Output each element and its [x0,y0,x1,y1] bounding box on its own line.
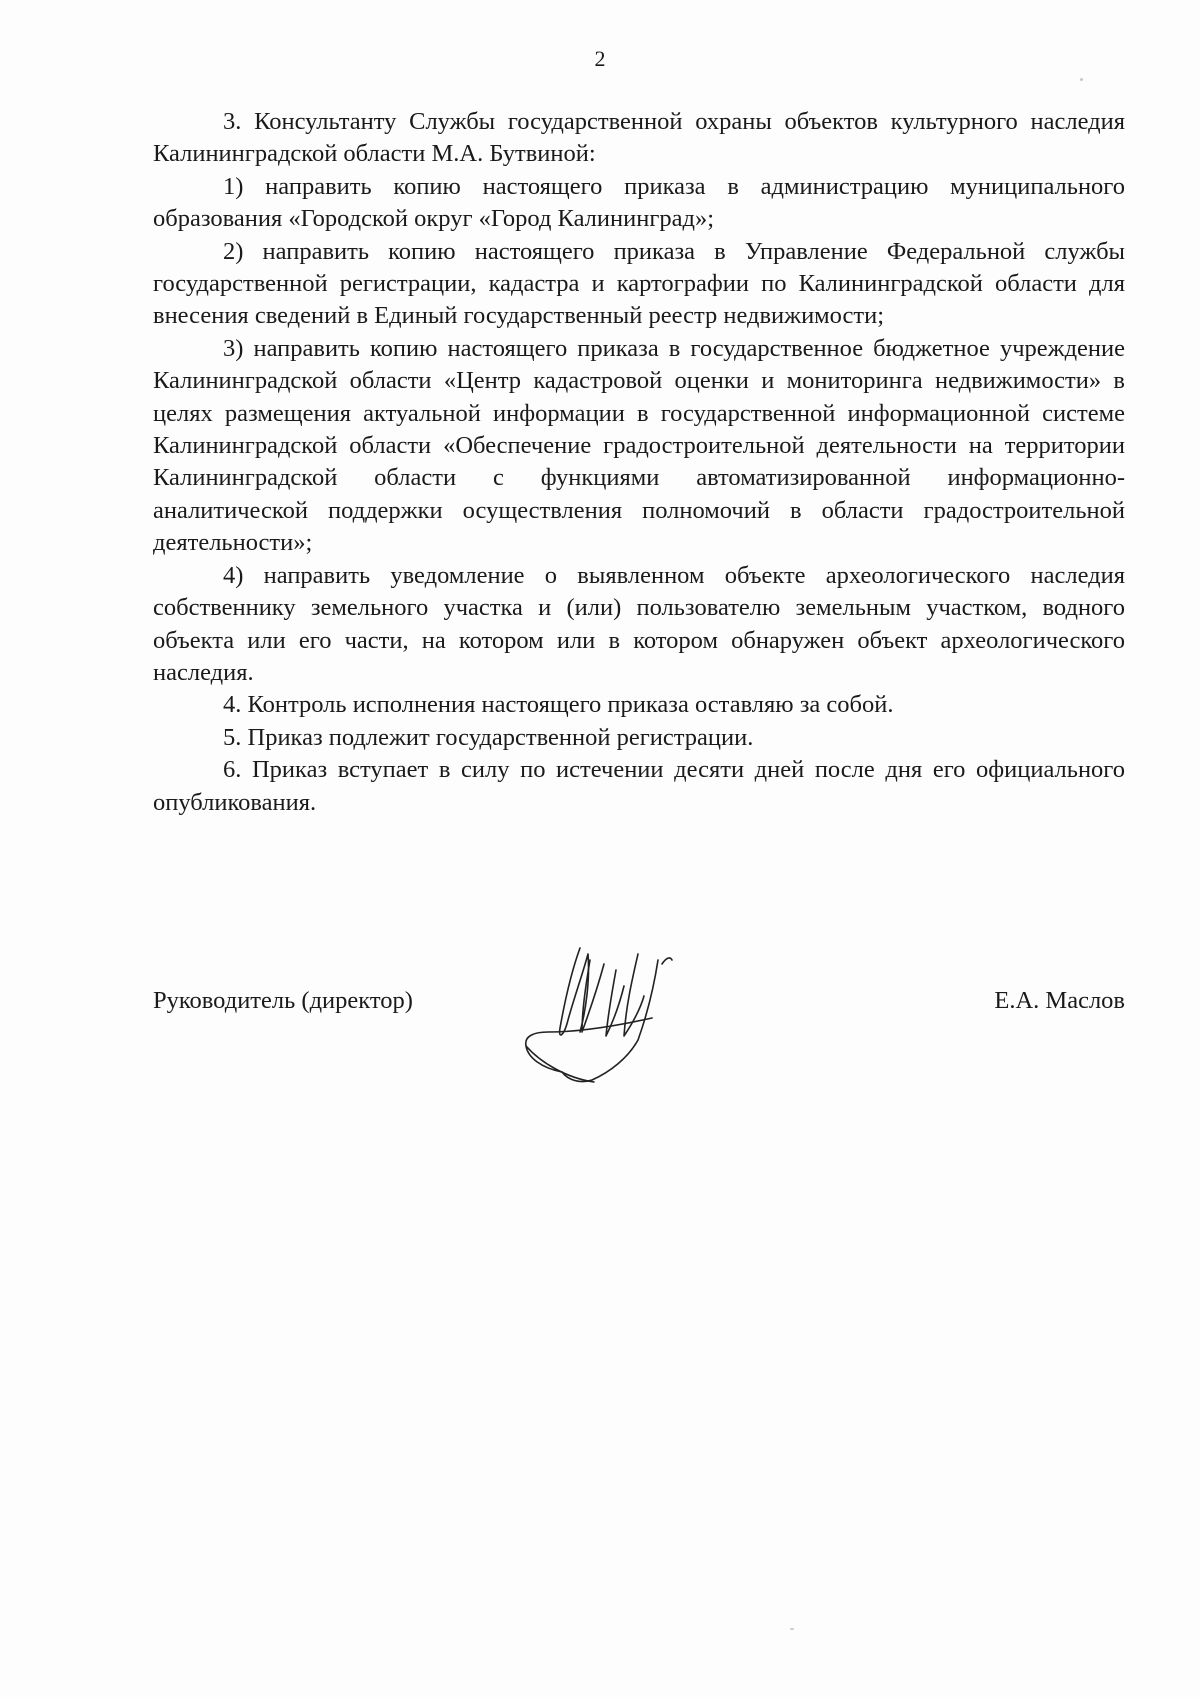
subparagraph-2: 2) направить копию настоящего приказа в Управление Федеральной службы государственной регистрации, кадастра и картографии по Калининградской области для внесения сведений в Единый государственный реестр недвижимости; [153,237,1125,330]
signer-position: Руководитель (директор) [153,987,413,1014]
subparagraph-3: 3) направить копию настоящего приказа в государственное бюджетное учреждение Калининградской области «Центр кадастровой оценки и мониторинга недвижимости» в целях размещения актуальной информации в государственной информационной системе Калининградской области «Обеспечение градостроительной деятельности на территории Калининградской области с функциями автоматизированной информационно-аналитической поддержки осуществления полномочий в области градостроительной деятельности»; [153,334,1125,557]
subparagraph-4: 4) направить уведомление о выявленном объекте археологического наследия собственнику земельного участка и (или) пользователю земельным участком, водного объекта или его части, на котором или в котором обнаружен объект археологического наследия. [153,561,1125,686]
handwritten-signature [520,940,730,1100]
document-body [153,106,1125,819]
paragraph-item-3: 3. Консультанту Службы государственной охраны объектов культурного наследия Калининградской области М.А. Бутвиной: [153,108,1125,168]
paragraph-item-6: 6. Приказ вступает в силу по истечении десяти дней после дня его официального опубликования. [153,756,1125,816]
scan-speck [1080,78,1083,81]
signer-name: Е.А. Маслов [994,987,1125,1014]
paragraph-item-4: 4. Контроль исполнения настоящего приказа оставляю за собой. [223,691,894,719]
subparagraph-1: 1) направить копию настоящего приказа в администрацию муниципального образования «Городской округ «Город Калининград»; [153,172,1125,233]
page-number: 2 [594,46,606,71]
scan-speck [790,1628,794,1630]
paragraph-item-5: 5. Приказ подлежит государственной регистрации. [223,723,754,751]
